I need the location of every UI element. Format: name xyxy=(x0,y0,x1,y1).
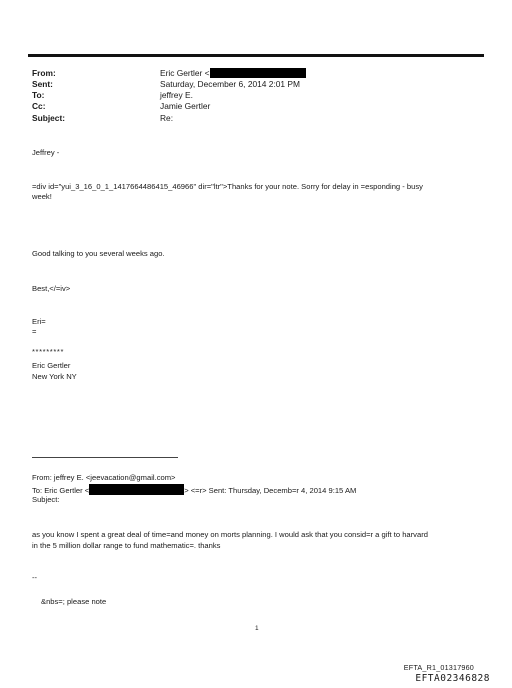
quoted-to-line: To: Eric Gertler < > <=r> Sent: Thursday, Decemb=r 4, 2014 9:15 AM xyxy=(32,486,357,495)
subject-label: Subject: xyxy=(32,113,66,123)
body-para1-line1: =div id="yui_3_16_0_1_1417664486415_46966" dir="ltr">Thanks for your note. Sorry for delay in =esponding - busy xyxy=(32,182,423,191)
body-closing: Best,</=iv> xyxy=(32,284,71,293)
body-para2: Good talking to you several weeks ago. xyxy=(32,249,165,258)
quoted-msg-line2: in the 5 million dollar range to fund mathematic=. thanks xyxy=(32,541,221,550)
from-label: From: xyxy=(32,68,56,78)
signature-location: New York NY xyxy=(32,372,77,381)
redaction-bar xyxy=(89,484,184,495)
body-para1-line2: week! xyxy=(32,192,52,201)
cc-value: Jamie Gertler xyxy=(160,101,211,111)
page-number: 1 xyxy=(255,625,259,632)
greeting: Jeffrey - xyxy=(32,148,60,157)
from-value: Eric Gertler < xyxy=(160,68,306,78)
header-rule xyxy=(28,54,484,57)
quoted-nbsp-line: &nbs=; please note xyxy=(41,597,107,606)
to-value: jeffrey E. xyxy=(160,90,193,100)
to-label: To: xyxy=(32,90,45,100)
quote-divider xyxy=(32,457,178,458)
redaction-bar xyxy=(210,68,306,78)
quoted-dashes: -- xyxy=(32,573,38,582)
efta-id-2: EFTA02346828 xyxy=(415,673,490,684)
quoted-from-line: From: jeffrey E. <jeevacation@gmail.com> xyxy=(32,473,176,482)
quoted-msg-line1: as you know I spent a great deal of time=and money on morts planning. I would ask that you consid=r a gift to harvard xyxy=(32,530,428,539)
signature-line1: Eri= xyxy=(32,317,46,326)
subject-value: Re: xyxy=(160,113,174,123)
signature-line2: = xyxy=(32,327,37,336)
efta-id-1: EFTA_R1_01317960 xyxy=(403,663,474,672)
signature-stars: ********* xyxy=(32,347,64,356)
sent-label: Sent: xyxy=(32,79,53,89)
cc-label: Cc: xyxy=(32,101,46,111)
signature-name: Eric Gertler xyxy=(32,361,71,370)
quoted-subject-line: Subject: xyxy=(32,495,60,504)
sent-value: Saturday, December 6, 2014 2:01 PM xyxy=(160,79,300,89)
